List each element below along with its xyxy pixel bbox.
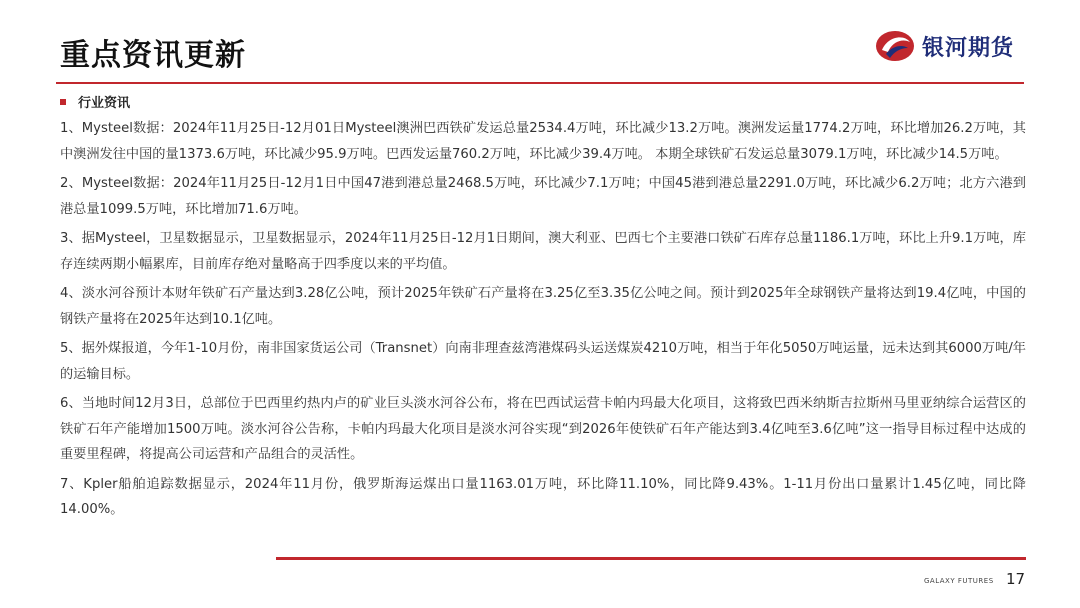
news-item: 5、据外煤报道，今年1-10月份，南非国家货运公司（Transnet）向南非理查兹湾港煤码头运送煤炭4210万吨，相当于年化5050万吨运量，远未达到其6000万吨/年的运输目标。 — [60, 341, 1026, 382]
news-item: 2、Mysteel数据：2024年11月25日-12月1日中国47港到港总量2468.5万吨，环比减少7.1万吨；中国45港到港总量2291.0万吨，环比减少6.2万吨；北方六港到港总量1099.5万吨，环比增加71.6万吨。 — [60, 176, 1026, 217]
page-title: 重点资讯更新 — [60, 38, 246, 73]
header-divider — [56, 82, 1024, 84]
company-logo — [874, 26, 1014, 66]
news-list — [60, 116, 1026, 527]
news-item: 3、据Mysteel，卫星数据显示，卫星数据显示，2024年11月25日-12月1日期间，澳大利亚、巴西七个主要港口铁矿石库存总量1186.1万吨，环比上升9.1万吨，库存连续两期小幅累库，目前库存绝对量略高于四季度以来的平均值。 — [60, 231, 1026, 272]
square-bullet-icon — [60, 99, 66, 105]
footer-brand: GALAXY FUTURES — [924, 577, 994, 585]
section-heading — [60, 92, 130, 111]
news-item: 7、Kpler船舶追踪数据显示，2024年11月份，俄罗斯海运煤出口量1163.01万吨，环比降11.10%，同比降9.43%。1-11月份出口量累计1.45亿吨，同比降14.00%。 — [60, 476, 1026, 517]
logo-text: 银河期货 — [922, 35, 1015, 61]
footer-divider — [276, 557, 1026, 560]
news-item: 4、淡水河谷预计本财年铁矿石产量达到3.28亿公吨，预计2025年铁矿石产量将在3.25亿至3.35亿公吨之间。预计到2025年全球钢铁产量将达到19.4亿吨，中国的钢铁产量将在2025年达到10.1亿吨。 — [60, 286, 1026, 327]
page-number: 17 — [1006, 570, 1026, 588]
galaxy-logo-icon — [874, 28, 916, 64]
section-label: 行业资讯 — [78, 96, 131, 111]
news-item: 6、当地时间12月3日，总部位于巴西里约热内卢的矿业巨头淡水河谷公布，将在巴西试运营卡帕内玛最大化项目，这将致巴西米纳斯吉拉斯州马里亚纳综合运营区的铁矿石年产能增加1500万吨。淡水河谷公告称，卡帕内玛最大化项目是淡水河谷实现“到2026年使铁矿石年产能达到3.4亿吨至3.6亿吨”这一指导目标过程中达成的重要里程碑，将提高公司运营和产品组合的灵活性。 — [60, 396, 1026, 462]
news-item: 1、Mysteel数据：2024年11月25日-12月01日Mysteel澳洲巴西铁矿发运总量2534.4万吨，环比减少13.2万吨。澳洲发运量1774.2万吨，环比增加26.2万吨，其中澳洲发往中国的量1373.6万吨，环比减少95.9万吨。巴西发运量760.2万吨，环比减少39.4万吨。 本期全球铁矿石发运总量3079.1万吨，环比减少14.5万吨。 — [60, 121, 1026, 162]
